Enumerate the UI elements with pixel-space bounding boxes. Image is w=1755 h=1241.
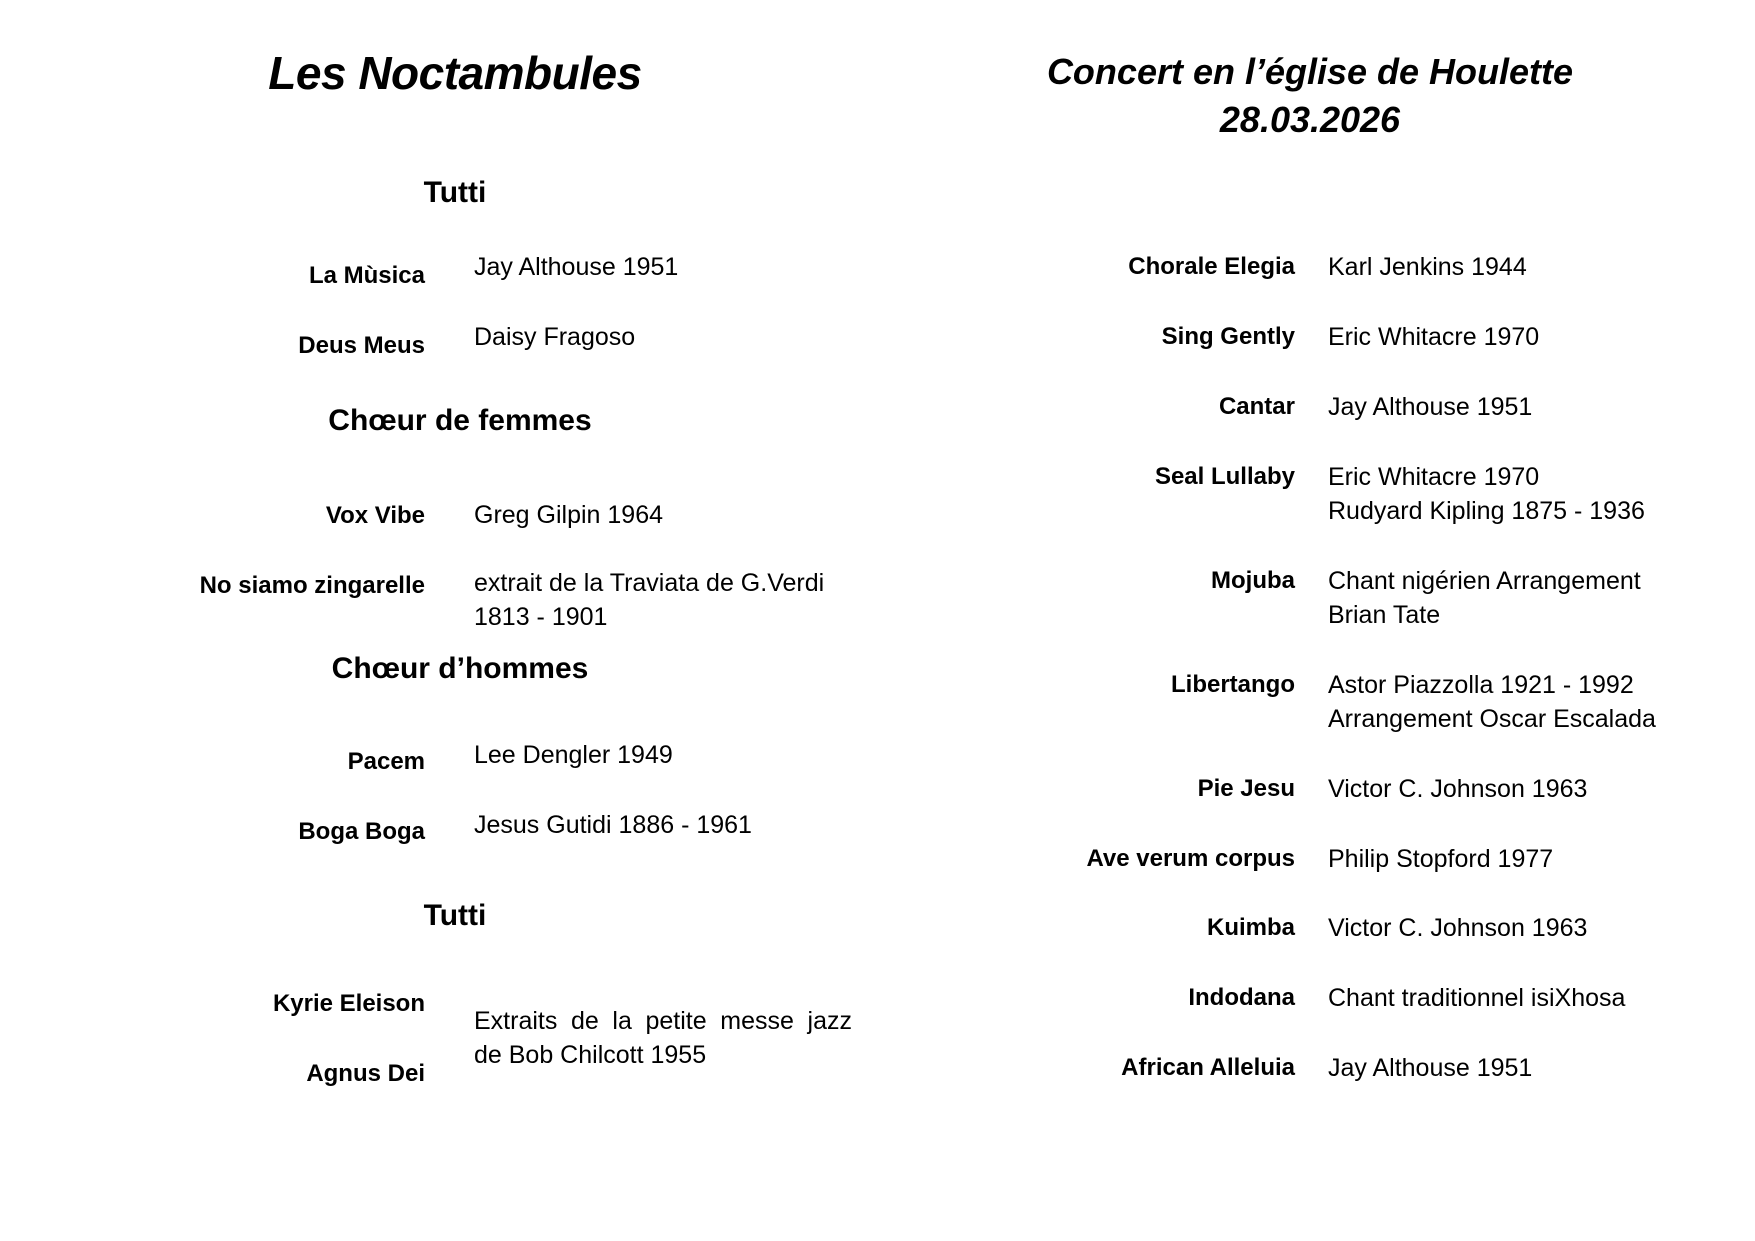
piece-title: Deus Meus bbox=[298, 332, 425, 359]
choir-title: Les Noctambules bbox=[268, 47, 642, 99]
piece-title: Agnus Dei bbox=[306, 1060, 425, 1087]
piece-title: Ave verum corpus bbox=[1086, 845, 1295, 872]
composer-line: extrait de la Traviata de G.Verdi bbox=[474, 569, 825, 597]
piece-composer: Jesus Gutidi 1886 - 1961 bbox=[474, 811, 752, 839]
section-tutti-2: Tutti bbox=[423, 899, 487, 932]
piece-title: Sing Gently bbox=[1161, 323, 1295, 350]
piece-title: Indodana bbox=[1188, 984, 1295, 1011]
section-tutti-1: Tutti bbox=[423, 176, 487, 209]
piece-composer: Lee Dengler 1949 bbox=[474, 741, 673, 769]
piece-composer bbox=[474, 566, 824, 634]
piece-title: Libertango bbox=[1171, 671, 1295, 698]
section-choeur-hommes: Chœur d’hommes bbox=[331, 652, 589, 685]
piece-composer bbox=[1328, 460, 1645, 528]
piece-composer: Daisy Fragoso bbox=[474, 323, 636, 351]
piece-composer: Victor C. Johnson 1963 bbox=[1328, 914, 1588, 942]
piece-title: Kyrie Eleison bbox=[272, 990, 425, 1017]
piece-title: African Alleluia bbox=[1121, 1054, 1295, 1081]
concert-title bbox=[990, 48, 1630, 144]
piece-title: Vox Vibe bbox=[325, 502, 425, 529]
piece-composer: Jay Althouse 1951 bbox=[1328, 1054, 1533, 1082]
piece-title: Pacem bbox=[347, 748, 425, 775]
piece-composer bbox=[1328, 564, 1641, 632]
concert-venue: Concert en l’église de Houlette bbox=[1046, 51, 1574, 92]
piece-composer: Jay Althouse 1951 bbox=[1328, 393, 1533, 421]
composer-line: Astor Piazzolla 1921 - 1992 bbox=[1328, 671, 1634, 699]
piece-title: La Mùsica bbox=[308, 262, 425, 289]
piece-composer: Eric Whitacre 1970 bbox=[1328, 323, 1540, 351]
composer-line: Rudyard Kipling 1875 - 1936 bbox=[1328, 497, 1645, 525]
concert-date: 28.03.2026 bbox=[1219, 99, 1401, 140]
piece-composer: Extraits de la petite messe jazz de Bob Chilcott 1955 bbox=[474, 1007, 852, 1069]
piece-title: No siamo zingarelle bbox=[199, 572, 425, 599]
piece-composer: Greg Gilpin 1964 bbox=[474, 501, 664, 529]
piece-title: Boga Boga bbox=[298, 818, 425, 845]
piece-title: Pie Jesu bbox=[1197, 775, 1295, 802]
piece-composer: Jay Althouse 1951 bbox=[474, 253, 679, 281]
composer-line: Eric Whitacre 1970 bbox=[1328, 463, 1540, 491]
piece-title: Kuimba bbox=[1206, 914, 1295, 941]
piece-composer: Philip Stopford 1977 bbox=[1328, 845, 1554, 873]
piece-composer: Victor C. Johnson 1963 bbox=[1328, 775, 1588, 803]
piece-composer: Karl Jenkins 1944 bbox=[1328, 253, 1527, 281]
piece-title: Chorale Elegia bbox=[1128, 253, 1295, 280]
composer-line: Brian Tate bbox=[1328, 601, 1441, 629]
piece-composer: Chant traditionnel isiXhosa bbox=[1328, 984, 1626, 1012]
piece-title: Cantar bbox=[1218, 393, 1295, 420]
section-choeur-femmes: Chœur de femmes bbox=[328, 404, 592, 437]
piece-title: Mojuba bbox=[1211, 567, 1295, 594]
composer-line: Chant nigérien Arrangement bbox=[1328, 567, 1641, 595]
composer-line: Arrangement Oscar Escalada bbox=[1328, 705, 1656, 733]
composer-line: 1813 - 1901 bbox=[474, 603, 608, 631]
piece-title: Seal Lullaby bbox=[1154, 463, 1295, 490]
piece-composer bbox=[1328, 668, 1656, 736]
